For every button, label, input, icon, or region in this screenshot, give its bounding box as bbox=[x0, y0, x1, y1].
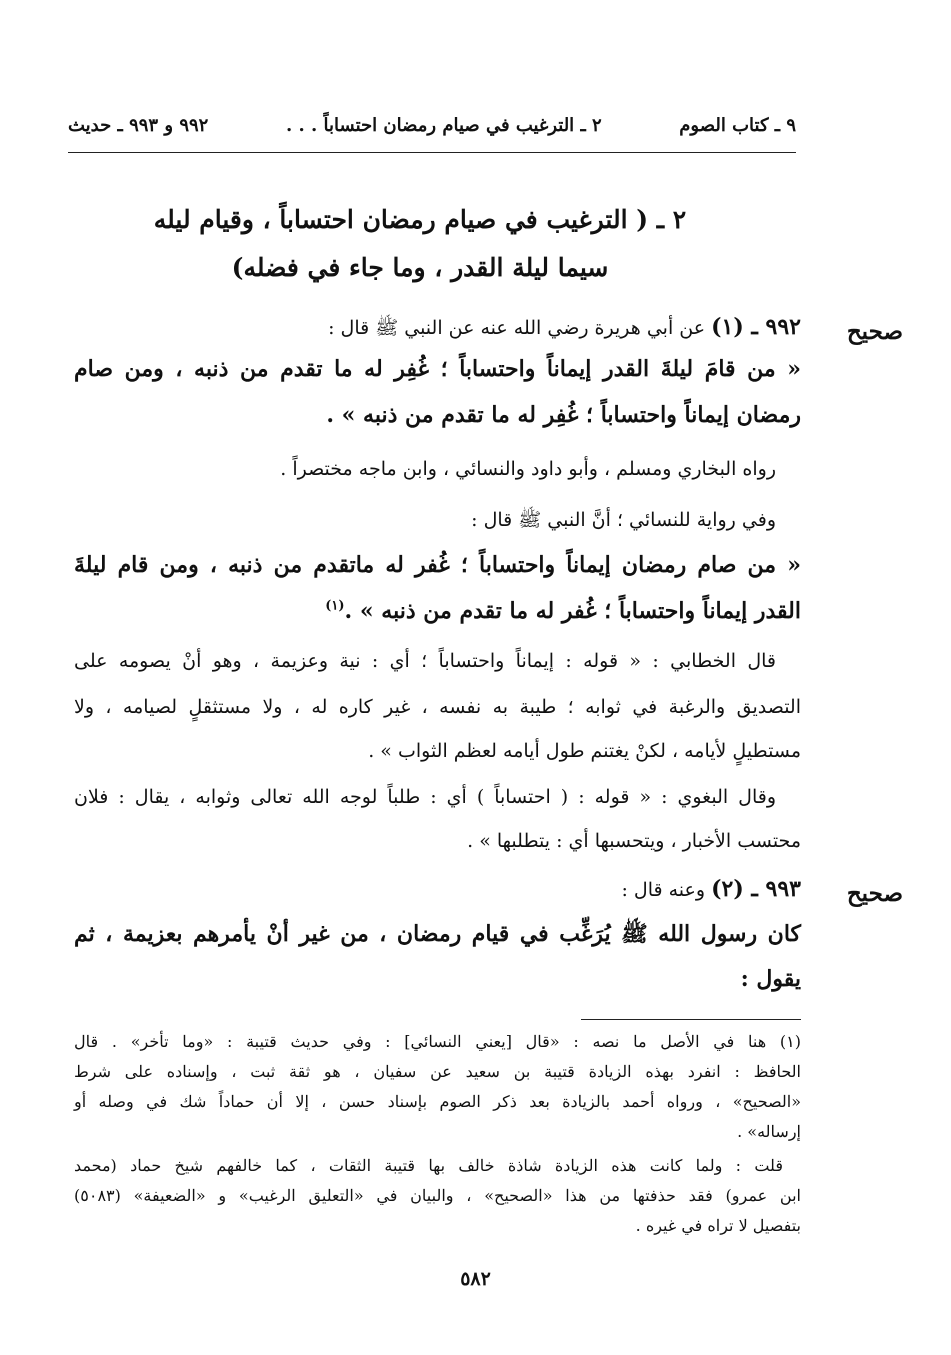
header-hadith-range: ٩٩٢ و ٩٩٣ ـ حديث bbox=[68, 114, 209, 136]
hadith-992-grade: صحيح bbox=[846, 318, 903, 345]
hadith-993-narration: وعنه قال : bbox=[621, 879, 712, 901]
hadith-992-alt-line2 bbox=[325, 598, 801, 624]
khattabi-line1: قال الخطابي : « قوله : إيماناً واحتساباً ؛ أي : نية وعزيمة ، وهو أنْ يصومه على bbox=[74, 650, 776, 672]
header-book-title: ٩ ـ كتاب الصوم bbox=[679, 114, 796, 136]
hadith-993-heading bbox=[621, 876, 801, 902]
hadith-992-text-line2: رمضان إيماناً واحتساباً ؛ غُفِر له ما تقدم من ذنبه » . bbox=[326, 402, 801, 428]
chapter-title-line2: سيما ليلة القدر ، وما جاء في فضله) bbox=[231, 253, 609, 282]
page-number: ٥٨٢ bbox=[460, 1268, 491, 1290]
hadith-992-text-line1: « من قامَ ليلةَ القدر إيماناً واحتساباً ؛ غُفِر له ما تقدم من ذنبه ، ومن صام bbox=[74, 356, 801, 382]
hadith-992-narration: عن أبي هريرة رضي الله عنه عن النبي ﷺ قال : bbox=[328, 317, 712, 339]
hadith-992-heading bbox=[328, 314, 801, 344]
running-header bbox=[68, 108, 796, 142]
chapter-title bbox=[120, 196, 720, 292]
hadith-992-number: ٩٩٢ ـ (١) bbox=[711, 314, 801, 340]
hadith-993-text-line2: يقول : bbox=[740, 966, 801, 992]
baghawi-line2: محتسب الأخبار ، ويتحسبها أي : يتطلبها » . bbox=[467, 830, 801, 852]
hadith-993-text-line1: كان رسول الله ﷺ يُرَغِّب في قيام رمضان ، من غير أنْ يأمرهم بعزيمة ، ثم bbox=[74, 921, 801, 947]
baghawi-line1: وقال البغوي : « قوله : ( احتساباً ) أي : طلباً لوجه الله تعالى وثوابه ، يقال : فلان bbox=[74, 786, 776, 808]
footnote-line4: إرساله» . bbox=[737, 1122, 801, 1141]
footnote-line6: ابن عمرو) فقد حذفتها من هذا «الصحيح» ، والبيان في «التعليق الرغيب» و «الضعيفة» (٥٠٨٣) bbox=[74, 1186, 801, 1205]
footnote-line2: الحافظ : انفرد بهذه الزيادة قتيبة بن سعيد عن سفيان ، هو ثقة ثبت ، وإسناده على شرط bbox=[74, 1062, 801, 1081]
header-chapter-title: ٢ ـ الترغيب في صيام رمضان احتساباً . . . bbox=[285, 114, 602, 136]
hadith-993-grade: صحيح bbox=[846, 880, 903, 907]
chapter-title-line1: ٢ ـ ( الترغيب في صيام رمضان احتساباً ، وقيام ليله bbox=[153, 205, 687, 234]
footnote-line3: «الصحيح» ، ورواه أحمد بالزيادة بعد ذكر الصوم بإسناد حسن ، إلا أن حماداً شك في وصله أو bbox=[74, 1092, 801, 1111]
hadith-993-number: ٩٩٣ ـ (٢) bbox=[711, 876, 801, 902]
khattabi-line2: التصديق والرغبة في ثوابه ؛ طيبة به نفسه ، غير كاره له ، ولا مستثقلٍ لصيامه ، ولا bbox=[74, 696, 801, 718]
footnote-ref-1[interactable]: (١) bbox=[325, 598, 345, 614]
hadith-992-source: رواه البخاري ومسلم ، وأبو داود والنسائي ، وابن ماجه مختصراً . bbox=[280, 458, 776, 480]
footnote-line5: قلت : ولما كانت هذه الزيادة شاذة خالف بها قتيبة الثقات ، كما خالفهم شيخ حماد (محمد bbox=[74, 1156, 783, 1175]
footnote-rule bbox=[581, 1019, 801, 1020]
hadith-992-alt-intro: وفي رواية للنسائي ؛ أنَّ النبي ﷺ قال : bbox=[471, 509, 776, 531]
hadith-992-alt-line2-text: القدر إيماناً واحتساباً ؛ غُفر له ما تقدم من ذنبه » . bbox=[344, 598, 801, 624]
header-rule bbox=[68, 152, 796, 153]
footnote-line7: بتفصيل لا تراه في غيره . bbox=[635, 1216, 801, 1235]
hadith-992-alt-line1: « من صام رمضان إيماناً واحتساباً ؛ غُفر له ماتقدم من ذنبه ، ومن قام ليلةَ bbox=[74, 552, 801, 578]
khattabi-line3: مستطيلٍ لأيامه ، لكنْ يغتنم طول أيامه لعظم الثواب » . bbox=[368, 740, 801, 762]
footnote-line1: (١) هنا في الأصل ما نصه : «قال [يعني النسائي] : وفي حديث قتيبة : «وما تأخر» . قال bbox=[74, 1032, 801, 1051]
